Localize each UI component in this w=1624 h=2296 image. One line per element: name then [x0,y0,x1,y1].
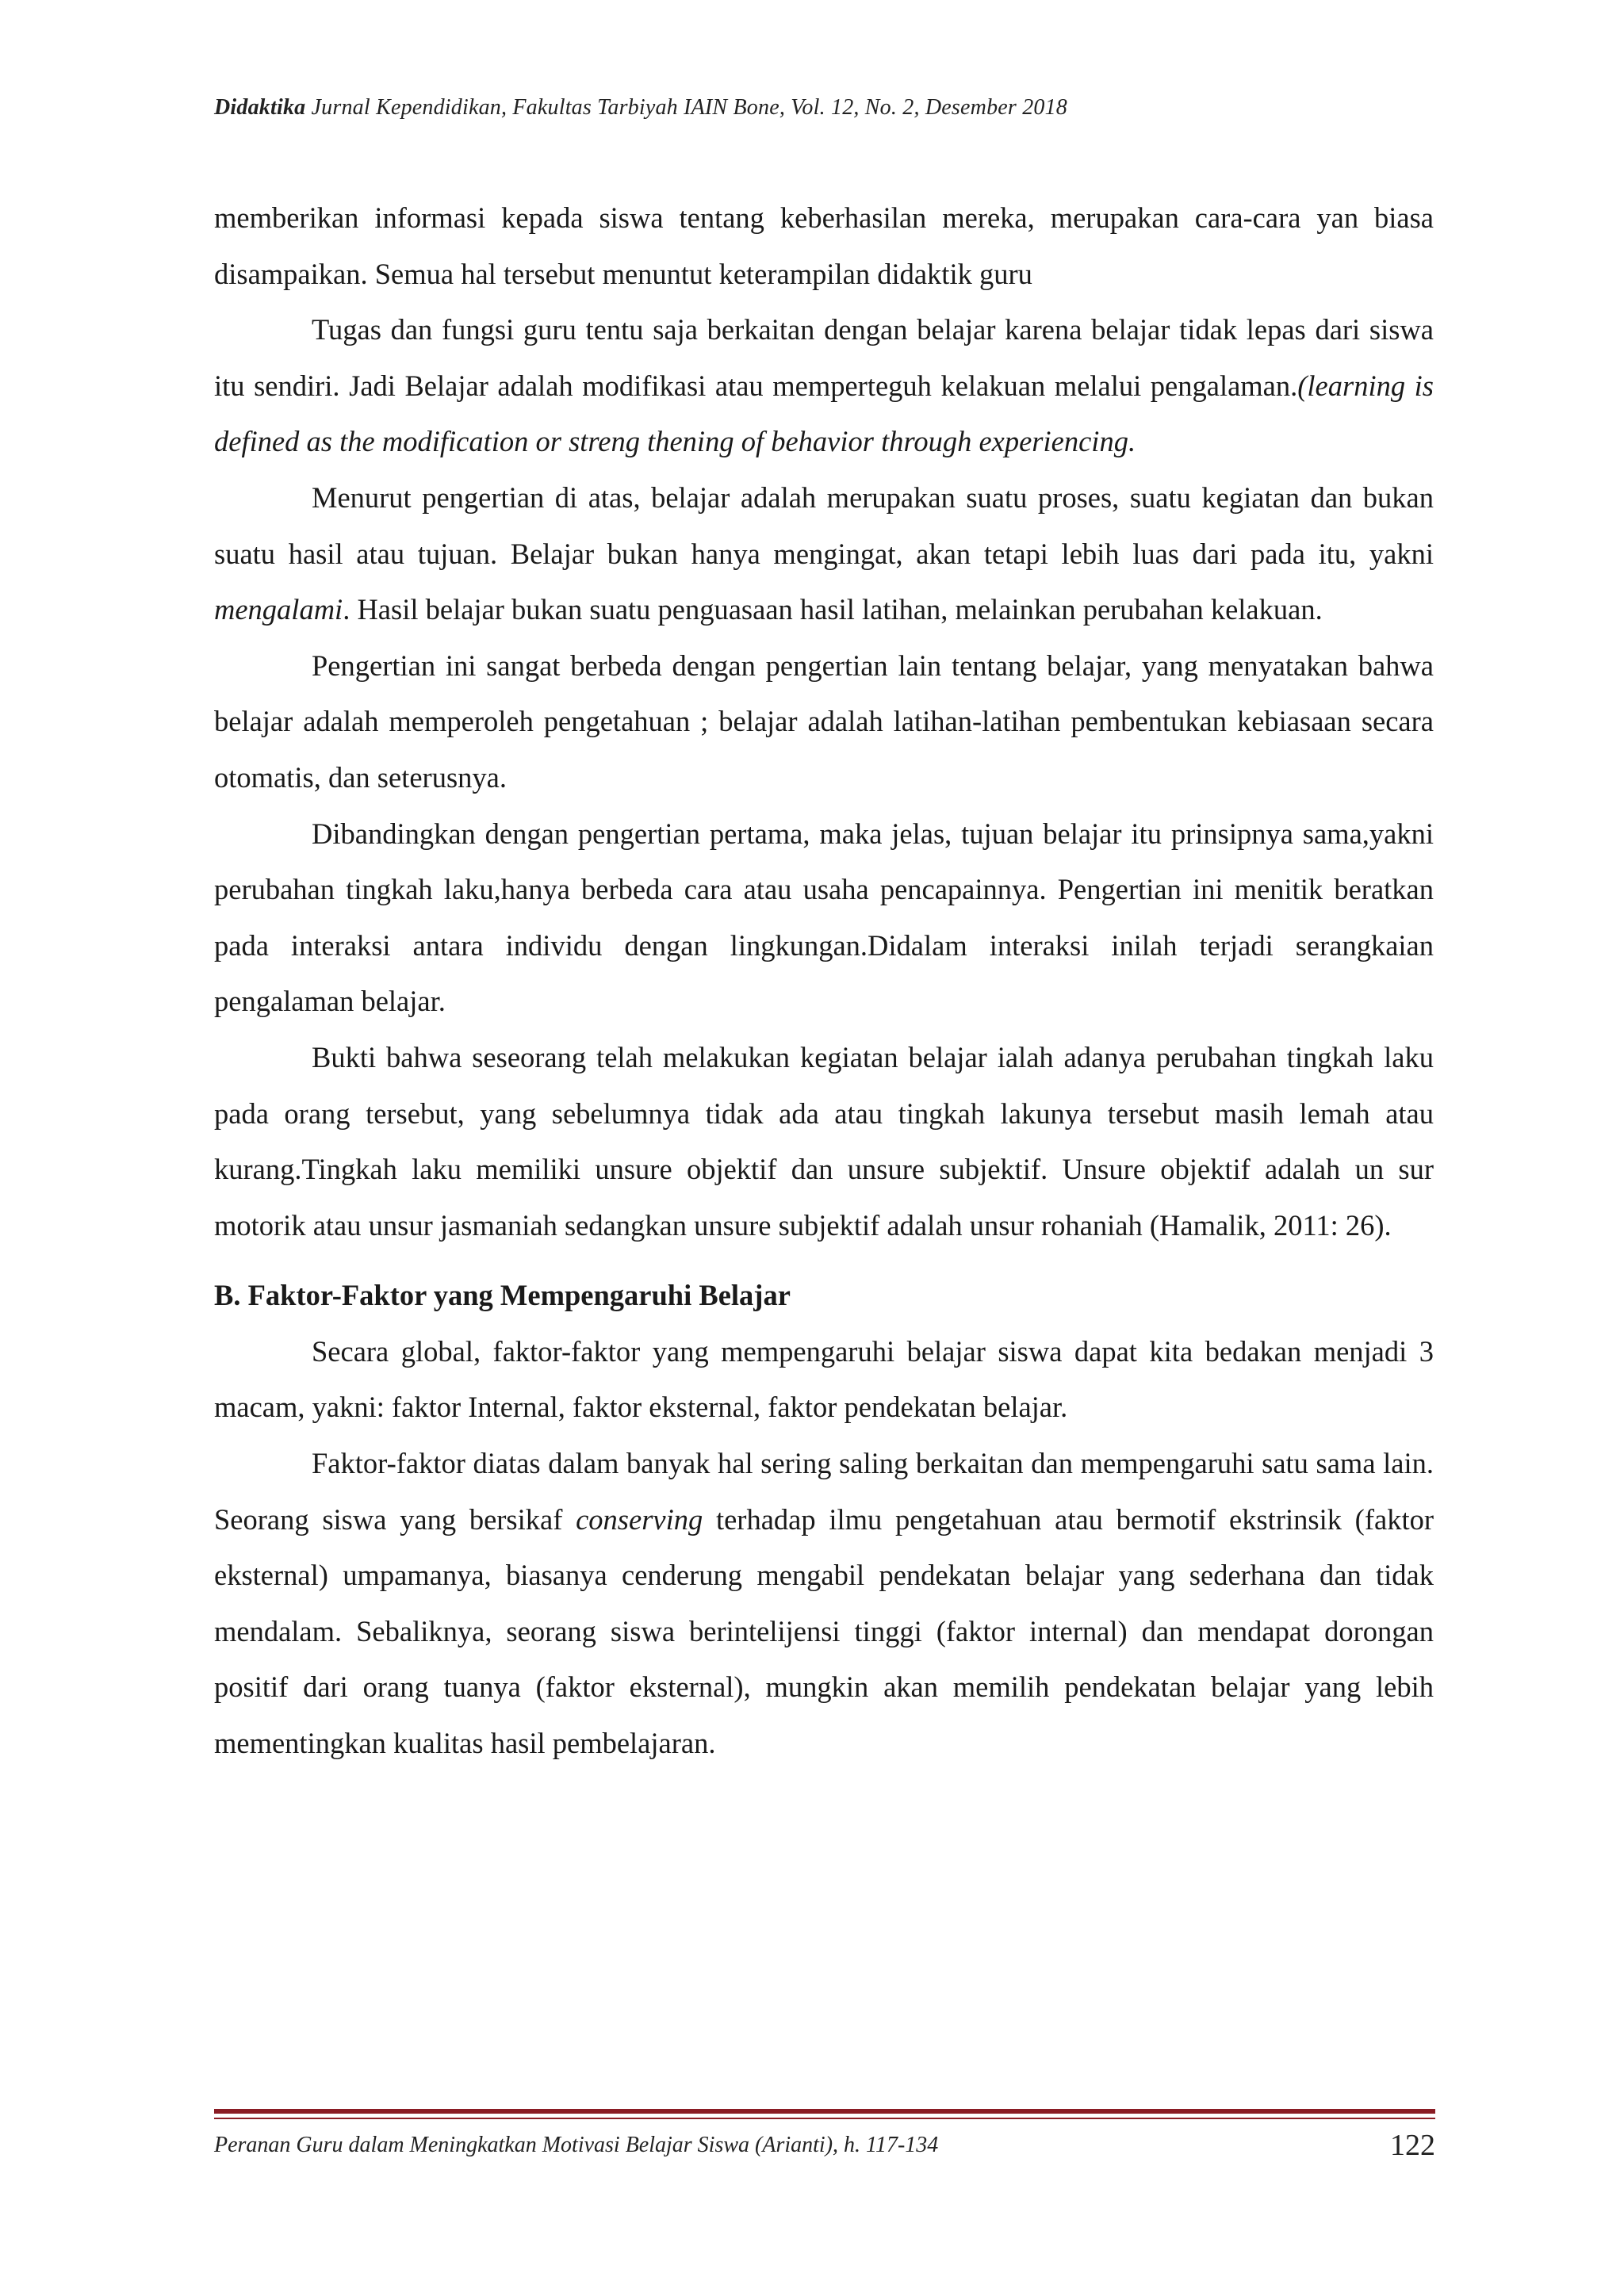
paragraph-continued: memberikan informasi kepada siswa tentang keberhasilan mereka, merupakan cara-cara yan biasa disampaikan. Semua hal tersebut menuntut keterampilan didaktik guru [214,201,1434,290]
paragraph-7-text-a: Faktor-faktor diatas dalam banyak hal sering saling berkaitan dan mempengaruhi satu sama lain. Seorang siswa yang bersikaf [214,1447,1434,1536]
paragraph-1-text: Tugas dan fungsi guru tentu saja berkaitan dengan belajar karena belajar tidak lepas dari siswa itu sendiri. Jadi Belajar adalah modifikasi atau memperteguh kelakuan melalui pengalaman. [214,313,1434,402]
section-heading: B. Faktor-Faktor yang Mempengaruhi Belajar [214,1279,791,1312]
page-number: 122 [1390,2129,1435,2162]
paragraph-3: Pengertian ini sangat berbeda dengan pengertian lain tentang belajar, yang menyatakan bahwa belajar adalah memperoleh pengetahuan ; belajar adalah latihan-latihan pembentukan kebiasaan secara otomatis, dan seterusnya. [214,649,1434,794]
paragraph-1-italic: (learning is defined as the modification or streng thening of behavior through experiencing. [214,369,1434,458]
footer-rule-thin [214,2118,1435,2119]
article-body [214,190,1434,1772]
paragraph-6: Secara global, faktor-faktor yang mempengaruhi belajar siswa dapat kita bedakan menjadi 3 macam, yakni: faktor Internal, faktor eksternal, faktor pendekatan belajar. [214,1334,1434,1424]
paragraph-5: Bukti bahwa seseorang telah melakukan kegiatan belajar ialah adanya perubahan tingkah laku pada orang tersebut, yang sebelumnya tidak ada atau tingkah lakunya tersebut masih lemah atau kurang.Tingkah laku memiliki unsure objektif dan unsure subjektif. Unsure objektif adalah un sur motorik atau unsur jasmaniah sedangkan unsure subjektif adalah unsur rohaniah (Hamalik, 2011: 26). [214,1040,1434,1242]
running-header [214,95,1435,121]
paragraph-2-italic: mengalami [214,593,343,626]
paragraph-2-text-a: Menurut pengertian di atas, belajar adalah merupakan suatu proses, suatu kegiatan dan bukan suatu hasil atau tujuan. Belajar bukan hanya mengingat, akan tetapi lebih luas dari pada itu, yakni [214,480,1434,570]
paragraph-7-italic: conserving [576,1502,703,1536]
paragraph-7-text-b: terhadap ilmu pengetahuan atau bermotif ekstrinsik (faktor eksternal) umpamanya, biasanya cenderung mengabil pendekatan belajar yang sederhana dan tidak mendalam. Sebaliknya, seorang siswa berintelijensi tinggi (faktor internal) dan mendapat dorongan positif dari orang tuanya (faktor eksternal), mungkin akan memilih pendekatan belajar yang lebih mementingkan kualitas hasil pembelajaran. [214,1502,1434,1760]
footer-rule-thick [214,2109,1435,2114]
paragraph-1 [214,302,1434,470]
paragraph-7 [214,1436,1434,1772]
journal-name: Didaktika [214,95,306,120]
paragraph-2-text-b: . Hasil belajar bukan suatu penguasaan hasil latihan, melainkan perubahan kelakuan. [343,593,1323,626]
paragraph-2 [214,470,1434,638]
paragraph-4: Dibandingkan dengan pengertian pertama, maka jelas, tujuan belajar itu prinsipnya sama,yakni perubahan tingkah laku,hanya berbeda cara atau usaha pencapainnya. Pengertian ini menitik beratkan pada interaksi antara individu dengan lingkungan.Didalam interaksi inilah terjadi serangkaian pengalaman belajar. [214,817,1434,1018]
footer-citation: Peranan Guru dalam Meningkatkan Motivasi Belajar Siswa (Arianti), h. 117-134 [214,2133,939,2157]
journal-details: Jurnal Kependidikan, Fakultas Tarbiyah IAIN Bone, Vol. 12, No. 2, Desember 2018 [305,95,1068,120]
